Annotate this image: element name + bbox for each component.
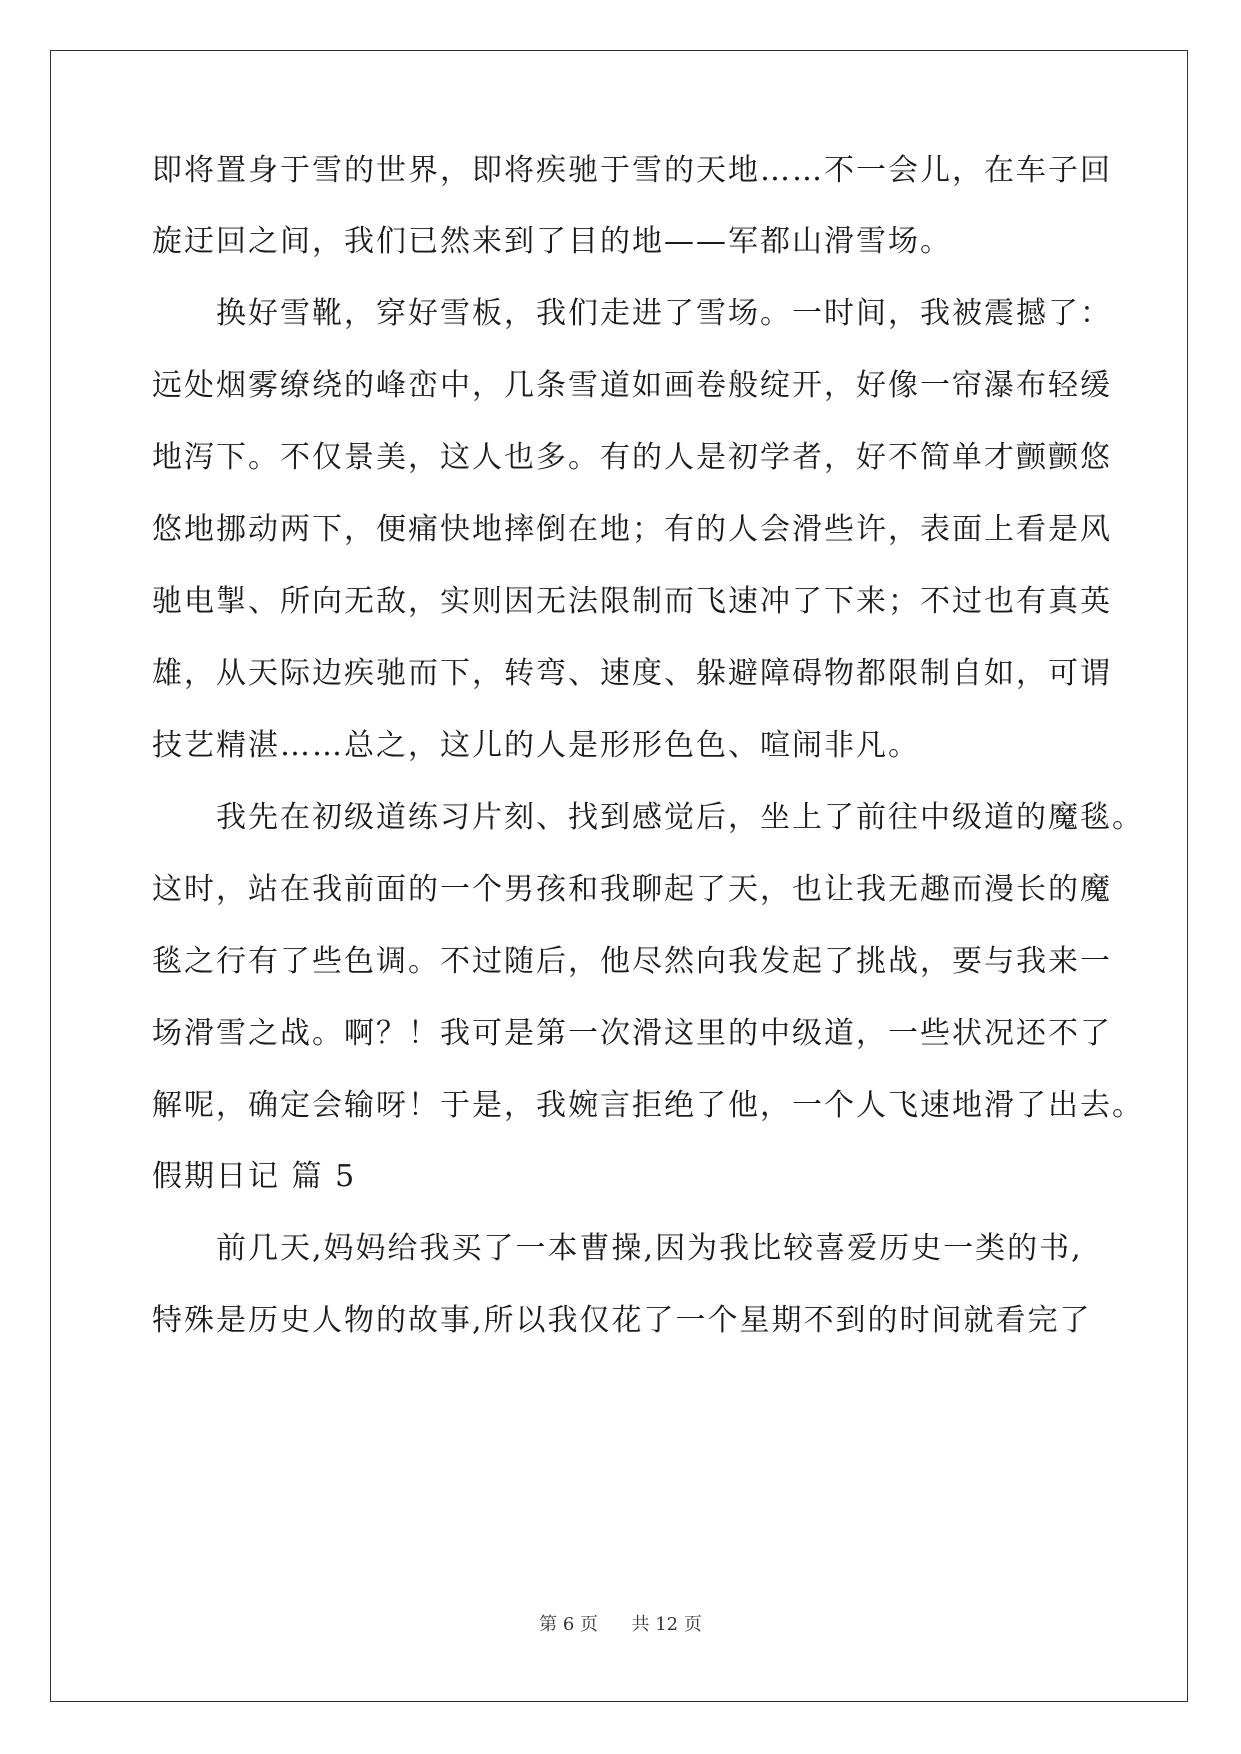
text-line: 毯之行有了些色调。不过随后，他尽然向我发起了挑战，要与我来一 [152,944,1112,979]
page-footer [0,1613,1241,1637]
text-line: 换好雪靴，穿好雪板，我们走进了雪场。一时间，我被震撼了： [152,296,1112,331]
page-total: 共 12 页 [631,1614,702,1635]
text-line: 悠地挪动两下，便痛快地摔倒在地；有的人会滑些许，表面上看是风 [152,512,1112,547]
text-line: 我先在初级道练习片刻、找到感觉后，坐上了前往中级道的魔毯。 [152,800,1144,835]
text-line: 这时，站在我前面的一个男孩和我聊起了天，也让我无趣而漫长的魔 [152,872,1112,907]
text-line: 远处烟雾缭绕的峰峦中，几条雪道如画卷般绽开，好像一帘瀑布轻缓 [152,368,1112,403]
text-line: 场滑雪之战。啊？！我可是第一次滑这里的中级道，一些状况还不了 [152,1016,1112,1051]
text-line: 特殊是历史人物的故事,所以我仅花了一个星期不到的时间就看完了 [152,1303,1092,1338]
text-line: 旋迂回之间，我们已然来到了目的地——军都山滑雪场。 [152,224,952,259]
text-line: 驰电掣、所向无敌，实则因无法限制而飞速冲了下来；不过也有真英 [152,584,1112,619]
section-heading: 假期日记 篇 5 [152,1159,357,1194]
page-number: 第 6 页 [539,1614,599,1635]
text-line: 雄，从天际边疾驰而下，转弯、速度、躲避障碍物都限制自如，可谓 [152,656,1112,691]
text-line: 技艺精湛……总之，这儿的人是形形色色、喧闹非凡。 [152,728,920,763]
text-line: 即将置身于雪的世界，即将疾驰于雪的天地……不一会儿，在车子回 [152,153,1112,188]
text-line: 前几天,妈妈给我买了一本曹操,因为我比较喜爱历史一类的书, [152,1231,1083,1266]
text-line: 地泻下。不仅景美，这人也多。有的人是初学者，好不简单才颤颤悠 [152,440,1112,475]
text-line: 解呢，确定会输呀！于是，我婉言拒绝了他，一个人飞速地滑了出去。 [152,1088,1144,1123]
